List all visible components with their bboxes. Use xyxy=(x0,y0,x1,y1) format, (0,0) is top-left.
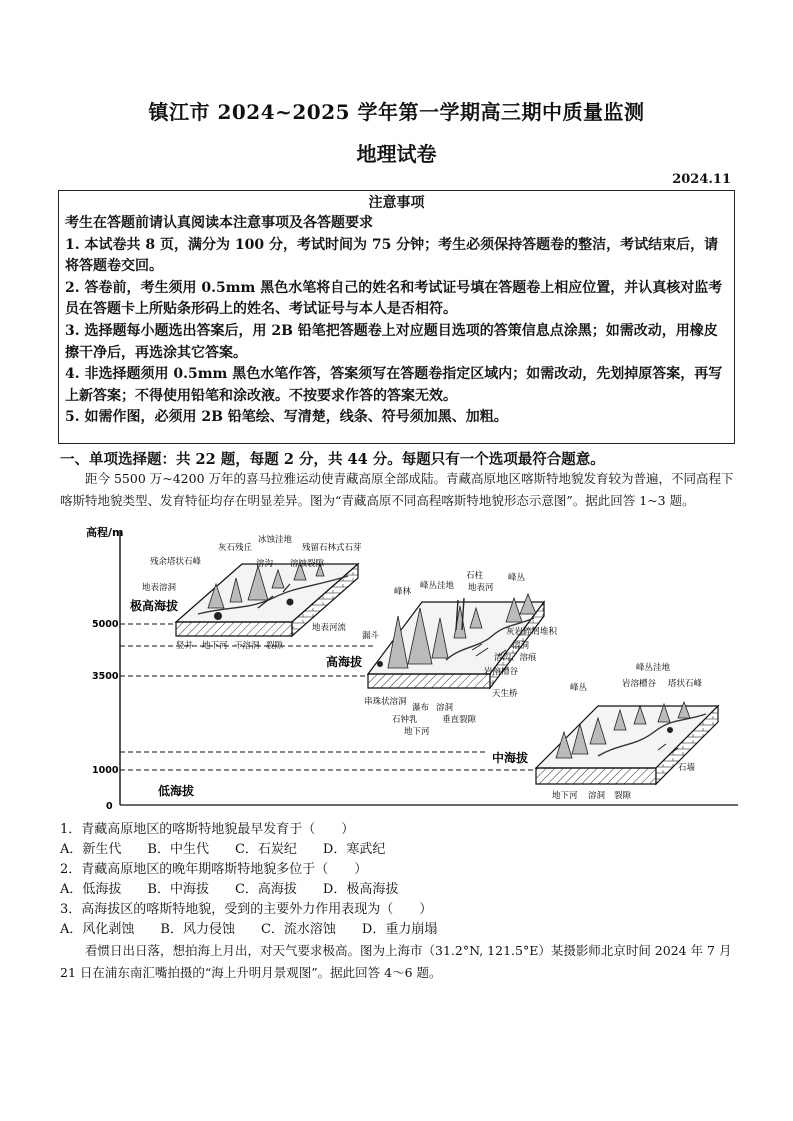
notice-line: 4. 非选择题须用 0.5mm 黑色水笔作答，答案须写在答题卷指定区域内；如需改动，先划掉原答案，再写上新答案；不得使用铅笔和涂改液。不按要求作答的答案无效。 xyxy=(65,366,723,404)
label: 冰蚀洼地 xyxy=(258,535,293,545)
label: 灰石残丘 xyxy=(218,543,253,553)
option[interactable]: B．中生代 xyxy=(147,842,209,857)
label: 地表溶洞 xyxy=(142,583,177,593)
exam-subject: 地理试卷 xyxy=(356,142,437,166)
option[interactable]: A．风化剥蚀 xyxy=(60,922,135,937)
question-intro: 距今 5500 万~4200 万年的喜马拉雅运动使青藏高原全部成陆。青藏高原地区喀斯特地貌发育较为普遍，不同高程下喀斯特地貌类型、发育特征均存在明显差异。图为“青藏高原不同高程喀斯特地貌形态示意图”。据此回答 1~3 题。 xyxy=(60,471,734,508)
option[interactable]: C．石炭纪 xyxy=(234,842,297,857)
zone-label: 低海拔 xyxy=(158,784,195,798)
option[interactable]: C．高海拔 xyxy=(234,882,297,897)
option[interactable]: D．极高海拔 xyxy=(322,882,399,897)
label: 地下河 xyxy=(404,727,430,737)
label: 地下河 xyxy=(202,641,228,651)
exam-date: 2024.11 xyxy=(672,172,731,187)
label: 瀑布 xyxy=(412,703,430,713)
tick-label: 5000 xyxy=(92,619,119,630)
tick-label: 3500 xyxy=(92,671,119,682)
label: 漏斗 xyxy=(362,631,380,641)
option[interactable]: B．中海拔 xyxy=(147,882,209,897)
question-options xyxy=(60,880,424,900)
zone-label: 极高海拔 xyxy=(130,599,179,613)
label: 裂隙 xyxy=(614,791,632,801)
notice-line: 1. 本试卷共 8 页，满分为 100 分，考试时间为 75 分钟；考生必须保持答题卷的整洁，考试结束后，请将答题卷交回。 xyxy=(65,236,719,275)
option[interactable]: A．新生代 xyxy=(60,842,122,857)
label: 溶洞 xyxy=(436,703,454,713)
tick-label: 1000 xyxy=(92,765,119,776)
question-stem: 1．青藏高原地区的喀斯特地貌最早发育于（ ） xyxy=(60,822,355,837)
notice-line: 考生在答题前请认真阅读本注意事项及各答题要求 xyxy=(65,215,373,231)
label: 塔状石峰 xyxy=(668,679,703,689)
zone-label: 高海拔 xyxy=(326,655,363,669)
zone-label: 中海拔 xyxy=(492,751,529,765)
label: 地下河 xyxy=(552,791,578,801)
notice-heading: 注意事项 xyxy=(368,195,425,211)
label: 干溶洞 xyxy=(234,641,260,651)
karst-diagram xyxy=(58,518,748,818)
label: 溶沟、溶痕 xyxy=(494,653,537,663)
section-heading: 一、单项选择题：共 22 题，每题 2 分，共 44 分。每题只有一个选项最符合题意。 xyxy=(60,451,605,468)
label: 串珠状溶洞 xyxy=(364,697,407,707)
label: 灰岩碎屑堆积 xyxy=(506,627,558,637)
label: 地表河流 xyxy=(312,623,347,633)
label: 溶沟 xyxy=(256,559,274,569)
notice-box xyxy=(58,190,735,444)
option[interactable]: D．重力崩塌 xyxy=(361,922,438,937)
label: 岩溶槽谷 xyxy=(622,679,657,689)
question-intro: 看惯日出日落，想拍海上月出，对天气要求极高。图为上海市（31.2°N, 121.5°E）某摄影师北京时间 2024 年 7 月 21 日在浦东南汇嘴拍摄的“海上升明月景观图”。据此回答 4～6 题。 xyxy=(60,943,732,980)
tick-label: 0 xyxy=(106,801,113,812)
label: 残余塔状石峰 xyxy=(150,557,202,567)
label: 天生桥 xyxy=(492,689,518,699)
y-axis-label: 高程/m xyxy=(86,526,124,539)
label: 溶洞 xyxy=(588,791,606,801)
label: 溶洞 xyxy=(512,641,530,651)
question-options xyxy=(60,840,411,860)
label: 垂直裂隙 xyxy=(442,715,477,725)
label: 峰林 xyxy=(394,587,412,597)
label: 石柱 xyxy=(466,571,484,581)
label: 峰丛 xyxy=(570,683,588,693)
label: 石钟乳 xyxy=(392,715,418,725)
option[interactable]: B．风力侵蚀 xyxy=(160,922,235,937)
notice-line: 5. 如需作图，必须用 2B 铅笔绘、写清楚，线条、符号须加黑、加粗。 xyxy=(65,409,508,426)
label: 峰丛洼地 xyxy=(420,581,455,591)
option[interactable]: D．寒武纪 xyxy=(322,842,386,857)
question-options xyxy=(60,920,463,940)
label: 竖井 xyxy=(176,641,194,651)
label: 溶蚀裂隙 xyxy=(290,559,325,569)
label: 峰丛洼地 xyxy=(636,663,671,673)
option[interactable]: C．流水溶蚀 xyxy=(260,922,336,937)
label: 岩溶槽谷 xyxy=(484,667,519,677)
label: 残留石林式石芽 xyxy=(302,543,362,553)
label: 地表河 xyxy=(468,583,494,593)
label: 石墙 xyxy=(678,763,696,773)
label: 峰丛 xyxy=(508,573,526,583)
option[interactable]: A．低海拔 xyxy=(60,882,122,897)
page-title: 镇江市 2024~2025 学年第一学期高三期中质量监测 xyxy=(148,100,645,124)
question-stem: 3．高海拔区的喀斯特地貌，受到的主要外力作用表现为（ ） xyxy=(60,902,433,917)
label: 裂隙 xyxy=(266,641,284,651)
question-stem: 2．青藏高原地区的晚年期喀斯特地貌多位于（ ） xyxy=(60,862,368,877)
notice-line: 3. 选择题每小题选出答案后，用 2B 铅笔把答题卷上对应题目选项的答策信息点涂黑；如需改动，用橡皮擦干净后，再选涂其它答案。 xyxy=(65,322,718,361)
notice-line: 2. 答卷前，考生须用 0.5mm 黑色水笔将自己的姓名和考试证号填在答题卷上相应位置，并认真核对监考员在答题卡上所贴条形码上的姓名、考试证号与本人是否相符。 xyxy=(65,279,723,318)
